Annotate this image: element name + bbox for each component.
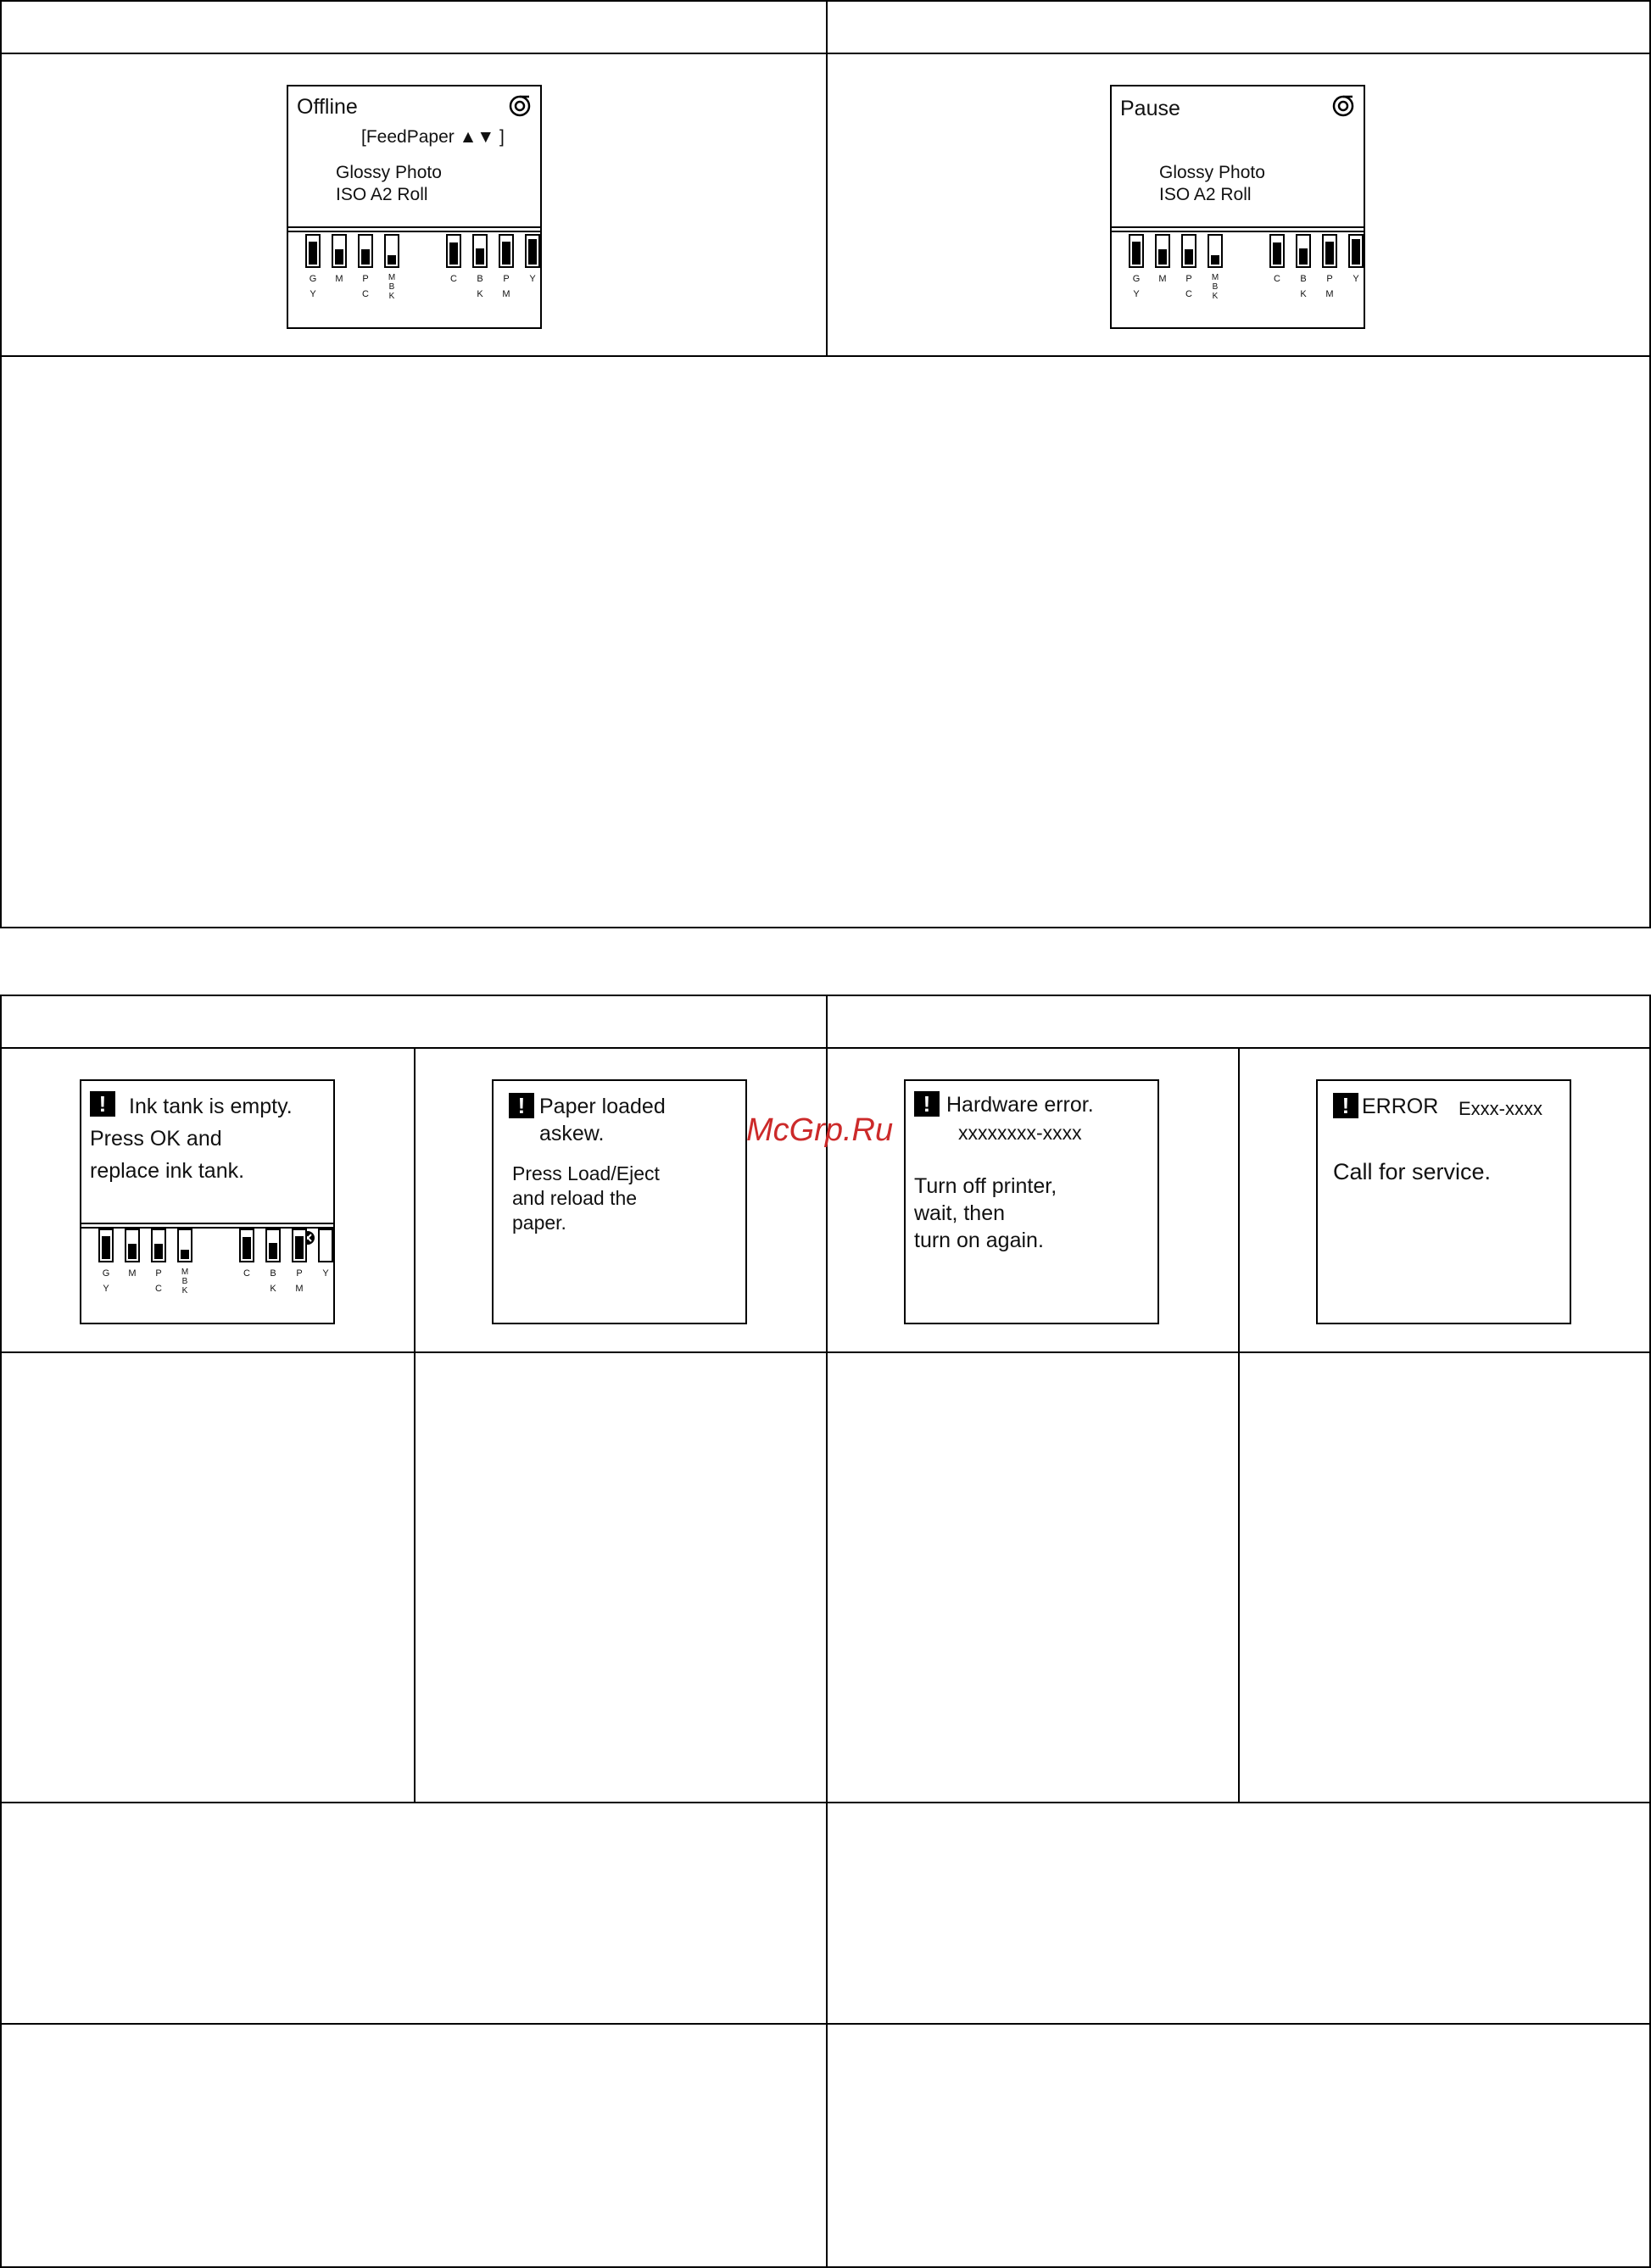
hardware-error-instruction-1: Turn off printer, (914, 1174, 1057, 1198)
offline-title: Offline (297, 95, 358, 119)
ink-fill-c (449, 242, 458, 265)
ink-label-y-0: Y (529, 274, 536, 284)
ink-tank-mbk (384, 234, 399, 268)
roll-paper-icon (509, 95, 531, 117)
ink-label-bk-1: K (1300, 289, 1307, 299)
paper-askew-message-1: Paper loaded (539, 1095, 666, 1118)
ink-empty-instruction-2: replace ink tank. (90, 1159, 245, 1183)
ink-label-m-0: M (335, 274, 343, 284)
pause-title: Pause (1120, 97, 1180, 120)
ink-label-mbk-0: M (1211, 273, 1219, 282)
ink-tank-bk (472, 234, 488, 268)
roll-paper-icon (1332, 95, 1354, 117)
lcd-separator (81, 1223, 333, 1229)
ink-fill-m (128, 1244, 137, 1259)
ink-tank-y (525, 234, 540, 268)
ink-label-bk-0: B (477, 274, 483, 284)
ink-fill-bk (1299, 248, 1308, 265)
ink-tank-y (1348, 234, 1364, 268)
ink-fill-pm (295, 1236, 304, 1259)
ink-empty-instruction-1: Press OK and (90, 1127, 222, 1151)
ink-tank-pm (1322, 234, 1337, 268)
ink-fill-mbk (181, 1250, 189, 1259)
ink-label-m-0: M (1158, 274, 1167, 284)
top-table-column-divider (826, 2, 828, 355)
hardware-error-message: Hardware error. (946, 1093, 1094, 1117)
paper-askew-instruction-1: Press Load/Eject (512, 1162, 660, 1184)
offline-media-type: Glossy Photo (336, 163, 442, 182)
pause-media-size: ISO A2 Roll (1159, 185, 1252, 204)
ink-label-bk-0: B (270, 1268, 276, 1279)
lcd-offline-panel (287, 85, 542, 329)
ink-label-y-0: Y (322, 1268, 329, 1279)
pause-media-type: Glossy Photo (1159, 163, 1265, 182)
ink-fill-pm (1325, 242, 1334, 265)
ink-label-bk-1: K (270, 1284, 276, 1294)
ink-label-gy-1: Y (103, 1284, 109, 1294)
ink-fill-pm (502, 242, 510, 265)
ink-tank-m (1155, 234, 1170, 268)
ink-fill-c (243, 1237, 251, 1259)
ink-label-pc-0: P (155, 1268, 162, 1279)
lcd-hardware-error-panel (904, 1079, 1159, 1324)
ink-label-mbk-1: B (388, 282, 395, 292)
ink-label-pc-0: P (362, 274, 369, 284)
ink-tank-pm (499, 234, 514, 268)
ink-tank-y (318, 1229, 333, 1262)
ink-fill-m (335, 249, 343, 265)
ink-label-m-0: M (128, 1268, 137, 1279)
bottom-table-subcolumn-divider-left (414, 1047, 416, 1802)
ink-label-mbk-2: K (181, 1286, 188, 1296)
ink-label-pm-1: M (295, 1284, 304, 1294)
ink-label-mbk-1: B (181, 1277, 188, 1286)
ink-label-mbk-1: B (1212, 282, 1219, 292)
bottom-table-subcolumn-divider-right (1238, 1047, 1240, 1802)
ink-tank-pc (151, 1229, 166, 1262)
ink-label-pm-0: P (503, 274, 510, 284)
ink-tank-c (446, 234, 461, 268)
ink-fill-pc (1185, 249, 1193, 265)
ink-label-bk-1: K (477, 289, 483, 299)
ink-fill-m (1158, 249, 1167, 265)
ink-fill-gy (309, 242, 317, 265)
paper-askew-instruction-2: and reload the (512, 1187, 638, 1209)
ink-label-pc-1: C (155, 1284, 162, 1294)
ink-tank-bk (1296, 234, 1311, 268)
lcd-ink-empty-panel (80, 1079, 335, 1324)
ink-tank-gy (98, 1229, 114, 1262)
ink-label-pc-1: C (362, 289, 369, 299)
ink-label-gy-1: Y (310, 289, 316, 299)
lcd-pause-panel (1110, 85, 1365, 329)
bottom-table-column-divider (826, 996, 828, 2268)
ink-label-pm-0: P (1326, 274, 1333, 284)
ink-label-mbk-2: K (1212, 292, 1219, 301)
ink-tank-c (1269, 234, 1285, 268)
ink-label-c-0: C (450, 274, 457, 284)
ink-tank-gy (1129, 234, 1144, 268)
ink-label-bk-0: B (1300, 274, 1307, 284)
ink-label-mbk-0: M (388, 273, 396, 282)
ink-tank-c (239, 1229, 254, 1262)
ink-tank-gy (305, 234, 321, 268)
warning-icon: ! (1333, 1093, 1358, 1118)
warning-icon: ! (90, 1091, 115, 1117)
ink-empty-message: Ink tank is empty. (129, 1095, 293, 1118)
ink-fill-bk (269, 1243, 277, 1259)
offline-hint: [FeedPaper ▲▼ ] (361, 127, 505, 147)
ink-label-mbk-2: K (388, 292, 395, 301)
warning-icon: ! (914, 1091, 940, 1117)
ink-label-pc-1: C (1185, 289, 1192, 299)
lcd-separator (1112, 226, 1364, 232)
ink-fill-gy (102, 1236, 110, 1259)
ink-fill-c (1273, 242, 1281, 265)
hardware-error-instruction-2: wait, then (914, 1201, 1006, 1225)
ink-fill-bk (476, 248, 484, 265)
ink-tank-pm (292, 1229, 307, 1262)
ink-label-y-0: Y (1353, 274, 1359, 284)
lcd-error-panel (1316, 1079, 1571, 1324)
ink-label-c-0: C (243, 1268, 250, 1279)
hardware-error-instruction-3: turn on again. (914, 1229, 1044, 1252)
ink-label-mbk-0: M (181, 1268, 189, 1277)
ink-fill-y (1352, 239, 1360, 265)
ink-tank-bk (265, 1229, 281, 1262)
ink-tank-mbk (177, 1229, 192, 1262)
ink-tank-pc (358, 234, 373, 268)
ink-label-c-0: C (1274, 274, 1280, 284)
ink-tank-m (332, 234, 347, 268)
ink-fill-mbk (1211, 255, 1219, 265)
ink-label-pm-0: P (296, 1268, 303, 1279)
lcd-paper-askew-panel (492, 1079, 747, 1324)
ink-fill-mbk (388, 255, 396, 265)
error-code: Exxx-xxxx (1459, 1098, 1542, 1119)
ink-label-gy-0: G (1132, 274, 1141, 284)
ink-fill-pc (154, 1244, 163, 1259)
watermark-text: McGrp.Ru (746, 1112, 894, 1148)
ink-label-gy-1: Y (1133, 289, 1140, 299)
ink-fill-y (528, 239, 537, 265)
paper-askew-instruction-3: paper. (512, 1212, 566, 1234)
error-instruction: Call for service. (1333, 1159, 1492, 1184)
ink-label-pm-1: M (502, 289, 510, 299)
ink-label-pm-1: M (1325, 289, 1334, 299)
ink-tank-pc (1181, 234, 1196, 268)
top-table (0, 0, 1651, 928)
offline-media-size: ISO A2 Roll (336, 185, 428, 204)
hardware-error-code: xxxxxxxx-xxxx (958, 1122, 1082, 1144)
warning-icon: ! (509, 1093, 534, 1118)
ink-label-pc-0: P (1185, 274, 1192, 284)
lcd-separator (288, 226, 540, 232)
paper-askew-message-2: askew. (539, 1122, 605, 1145)
top-table-row-divider (2, 355, 1649, 357)
ink-fill-pc (361, 249, 370, 265)
ink-label-gy-0: G (102, 1268, 110, 1279)
ink-fill-gy (1132, 242, 1141, 265)
error-title: ERROR (1362, 1095, 1439, 1118)
ink-label-gy-0: G (309, 274, 317, 284)
ink-tank-m (125, 1229, 140, 1262)
ink-tank-mbk (1208, 234, 1223, 268)
